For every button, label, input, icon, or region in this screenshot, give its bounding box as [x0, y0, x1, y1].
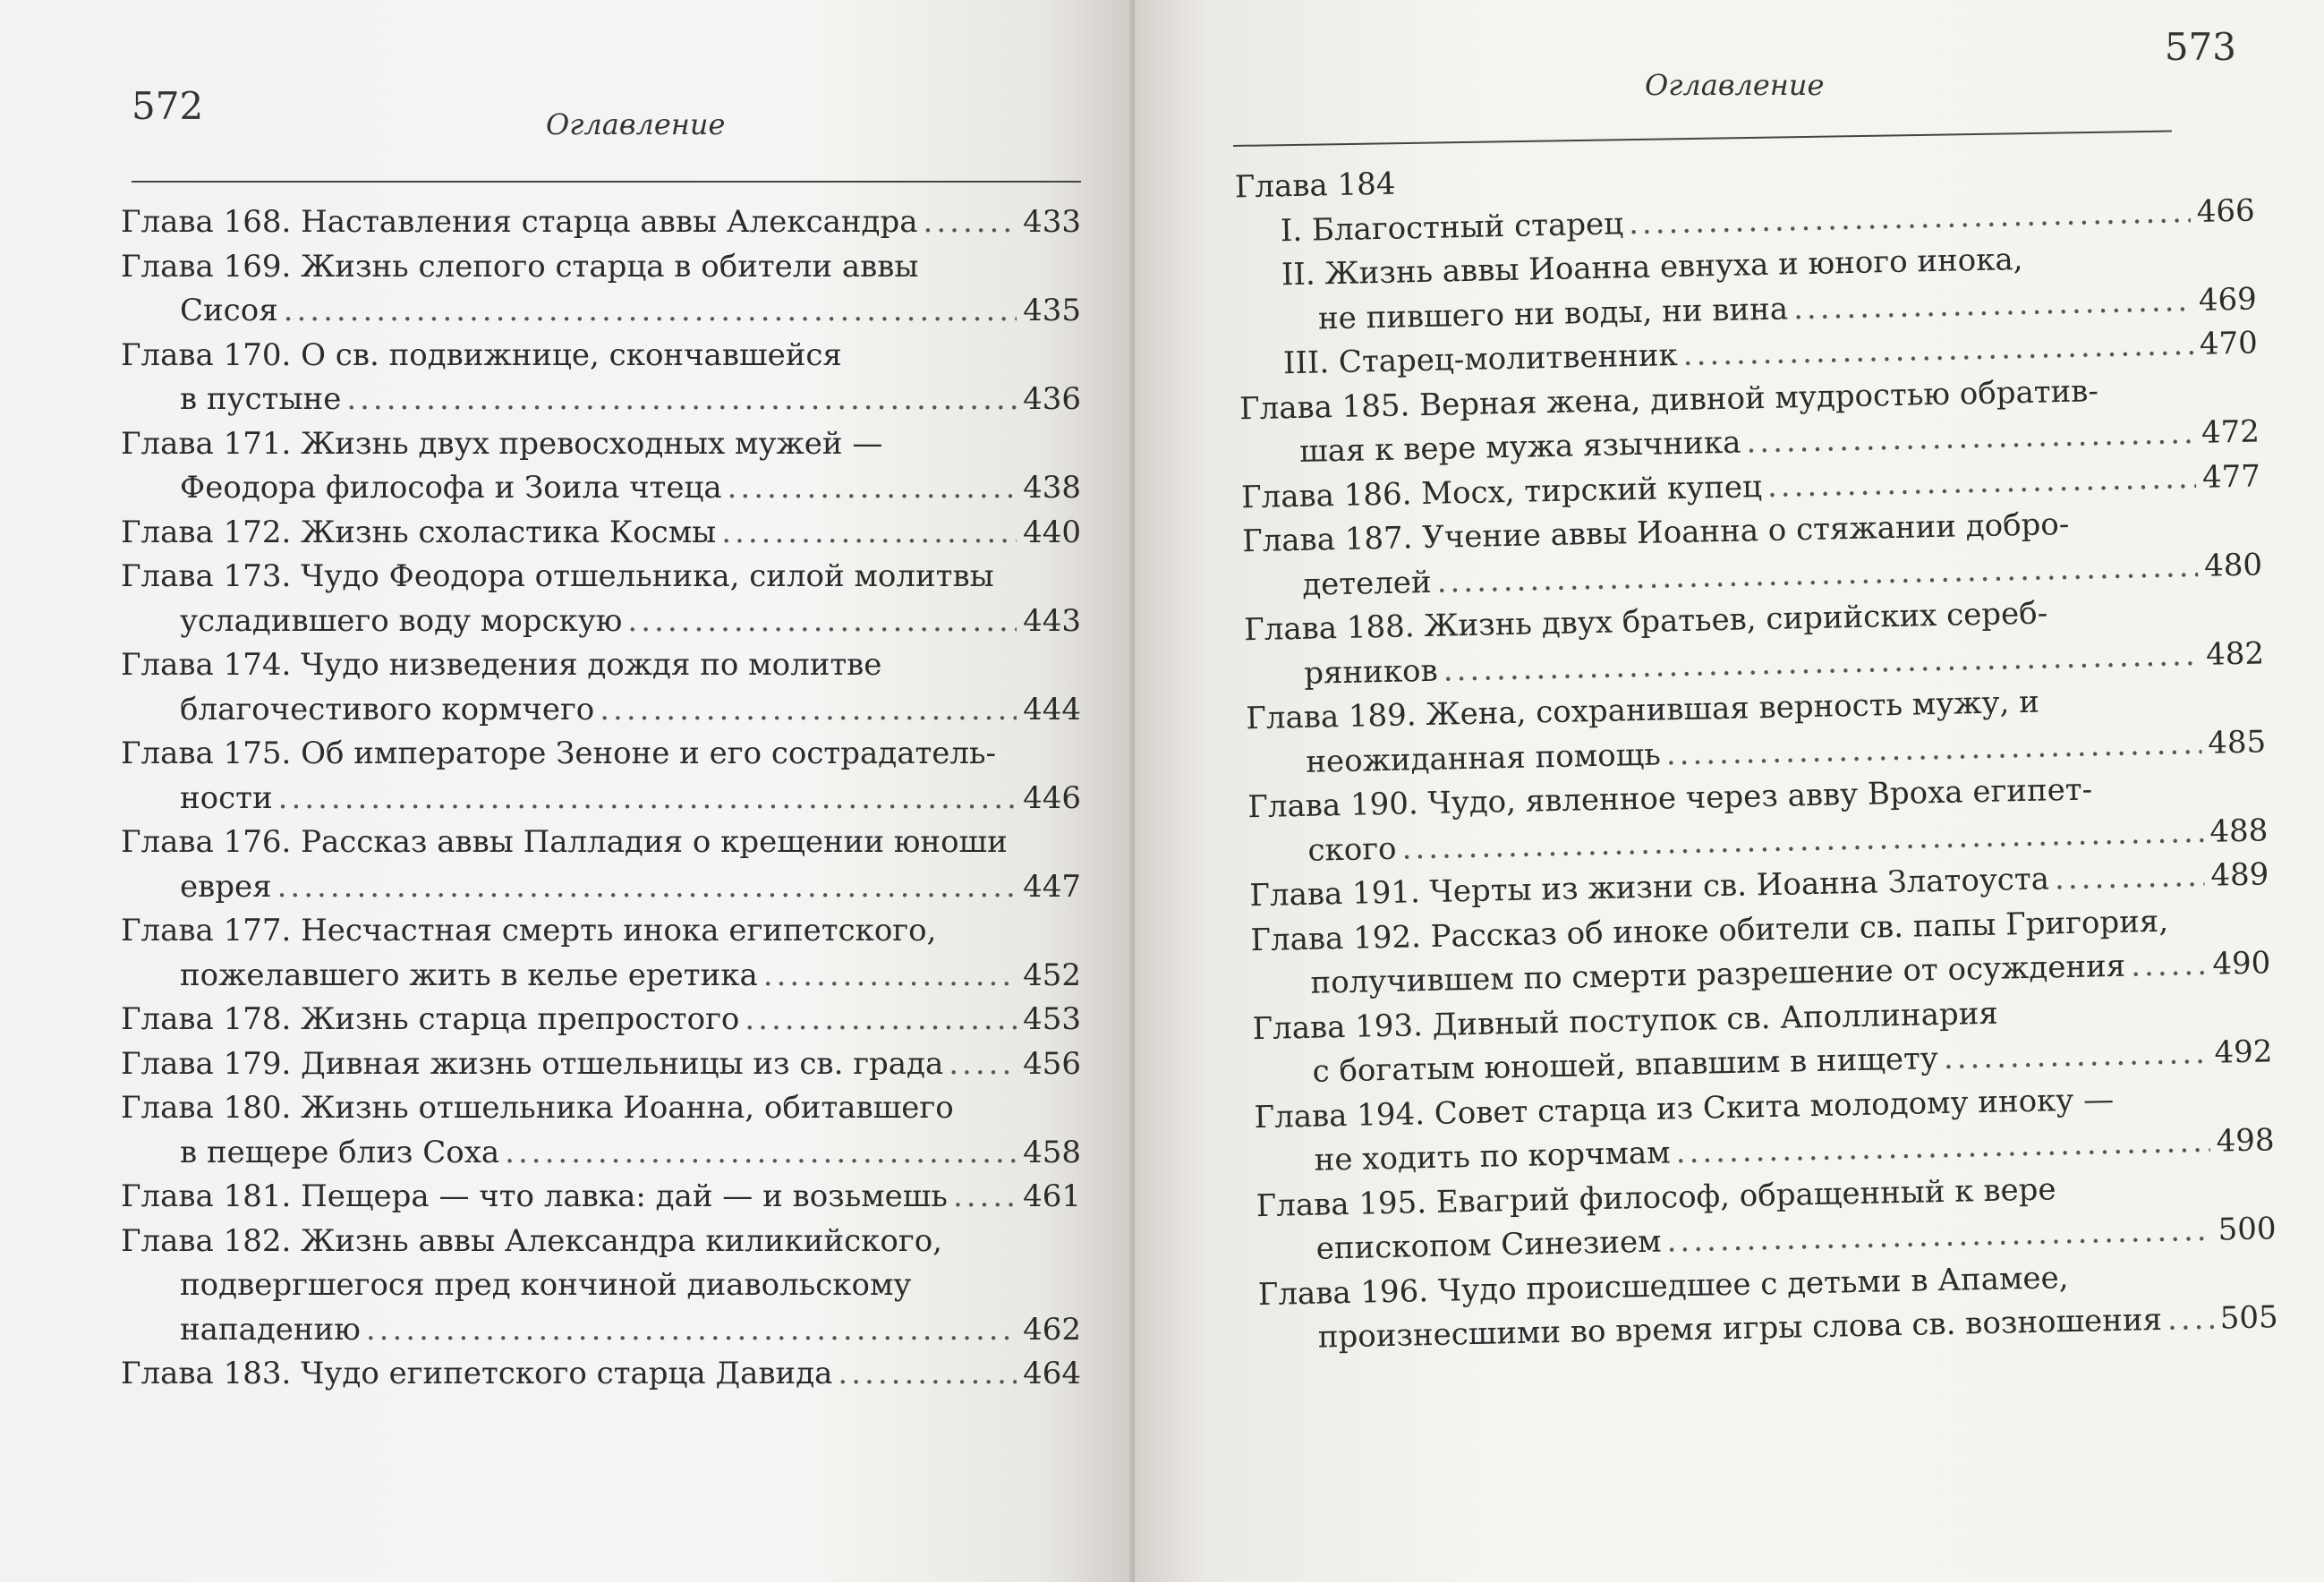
toc-line-text: Глава 174. Чудо низведения дождя по молитве: [121, 647, 882, 683]
toc-line-text: Глава 172. Жизнь схоластика Космы: [121, 514, 717, 550]
toc-page-number: 435: [1023, 293, 1081, 328]
toc-line: [121, 909, 1081, 954]
toc-line-text: детелей: [1301, 564, 1432, 603]
toc-entry: [121, 200, 1081, 245]
leader-dots: [728, 466, 1017, 511]
toc-line: [121, 511, 1081, 556]
right-page: [1135, 0, 2324, 1582]
leader-dots: [1766, 455, 2196, 509]
leader-dots: [346, 378, 1017, 422]
right-page-number: 573: [2164, 25, 2236, 69]
toc-line-text: Глава 182. Жизнь аввы Александра киликийского,: [121, 1222, 942, 1259]
toc-page-number: 440: [1023, 514, 1081, 550]
toc-line: [121, 1352, 1081, 1397]
toc-line-text: Глава 173. Чудо Феодора отшельника, силой молитвы: [121, 558, 994, 594]
toc-line: [121, 466, 1081, 511]
leader-dots: [1943, 1032, 2209, 1082]
toc-page-number: 462: [1023, 1311, 1081, 1348]
toc-line-text: Глава 192. Рассказ об иноке обители св. папы Григория,: [1250, 903, 2169, 958]
chapter-heading: Глава 184: [1234, 166, 1396, 206]
header-rule: [132, 181, 1081, 183]
toc-line-text: Глава 189. Жена, сохранившая верность мужу, и: [1245, 684, 2040, 737]
toc-line-text: получившем по смерти разрешение от осуждения: [1310, 948, 2126, 1001]
toc-line: [121, 422, 1081, 467]
toc-line: [121, 200, 1081, 245]
toc-line-text: Глава 194. Совет старца из Скита молодому иноку —: [1254, 1081, 2115, 1135]
toc-line-text: Глава 187. Учение аввы Иоанна о стяжании добро-: [1241, 506, 2070, 560]
leader-dots: [838, 1352, 1017, 1397]
toc-line-text: Сисоя: [180, 293, 278, 328]
leader-dots: [366, 1308, 1017, 1353]
toc-page-number: 446: [1023, 779, 1081, 816]
toc-page-number: 492: [2214, 1033, 2273, 1071]
toc-page-number: 480: [2203, 546, 2263, 584]
left-running-title: Оглавление: [546, 107, 726, 141]
toc-line: [121, 1086, 1081, 1131]
toc-line-text: Глава 170. О св. подвижнице, скончавшейся: [121, 336, 842, 373]
toc-page-number: 456: [1023, 1045, 1081, 1082]
toc-page-number: 500: [2218, 1211, 2277, 1248]
toc-line-text: произнесшими во время игры слова св. возношения: [1317, 1301, 2163, 1356]
toc-line-text: Феодора философа и Зоила чтеца: [180, 470, 722, 506]
leader-dots: [953, 1175, 1017, 1220]
toc-line-text: Глава 195. Евагрий философ, обращенный к вере: [1256, 1170, 2056, 1224]
toc-line: [121, 1308, 1081, 1353]
toc-line-text: в пустыне: [180, 381, 342, 417]
toc-line: [121, 1263, 1081, 1308]
toc-line: [121, 643, 1081, 688]
toc-entry: [121, 1220, 1081, 1353]
leader-dots: [284, 289, 1017, 334]
toc-entry: [121, 1352, 1081, 1397]
toc-line-text: Глава 180. Жизнь отшельника Иоанна, обитавшего: [121, 1090, 954, 1126]
leader-dots: [949, 1042, 1017, 1087]
toc-page-number: 490: [2212, 945, 2271, 982]
leader-dots: [2131, 943, 2207, 989]
left-page-header: [121, 81, 1081, 161]
toc-line-text: ряников: [1303, 652, 1439, 692]
toc-page-number: 444: [1023, 691, 1081, 727]
toc-entry: [121, 511, 1081, 556]
leader-dots: [278, 777, 1017, 821]
toc-page-number: 438: [1023, 470, 1081, 506]
toc-page-number: 458: [1023, 1134, 1081, 1170]
toc-page-number: 488: [2209, 812, 2269, 850]
toc-entry: [121, 998, 1081, 1042]
toc-line-text: Глава 169. Жизнь слепого старца в обители аввы: [121, 248, 919, 285]
left-page: [0, 0, 1135, 1582]
toc-entry: [121, 821, 1081, 909]
toc-line-text: Глава 185. Верная жена, дивной мудростью обратив-: [1239, 372, 2099, 427]
toc-entry: [121, 245, 1081, 334]
toc-line-text: Глава 196. Чудо происшедшее с детьми в Апамее,: [1257, 1259, 2069, 1313]
toc-line-text: еврея: [180, 868, 272, 905]
toc-line: [121, 378, 1081, 422]
toc-page-number: 485: [2207, 723, 2267, 761]
leader-dots: [2054, 855, 2204, 902]
toc-line: [121, 245, 1081, 290]
toc-line-text: шая к вере мужа язычника: [1298, 424, 1741, 470]
toc-line-text: неожиданная помощь: [1305, 736, 1662, 780]
toc-line-text: Глава 171. Жизнь двух превосходных мужей —: [121, 425, 883, 462]
leader-dots: [627, 600, 1017, 644]
toc-line: [121, 334, 1081, 378]
leader-dots: [505, 1131, 1017, 1176]
toc-line-text: благочестивого кормчего: [180, 691, 595, 727]
toc-line-text: в пещере близ Соха: [180, 1134, 500, 1170]
toc-line-text: ности: [180, 779, 273, 816]
toc-line-text: Глава 179. Дивная жизнь отшельницы из св. града: [121, 1045, 944, 1082]
toc-page-number: 452: [1023, 957, 1081, 993]
toc-line: [121, 1175, 1081, 1220]
toc-line: [121, 865, 1081, 910]
toc-page-number: 498: [2216, 1122, 2275, 1160]
toc-page-number: 472: [2201, 413, 2260, 451]
right-running-title: Оглавление: [1645, 68, 1825, 102]
toc-line-text: III. Старец-молитвенник: [1282, 337, 1679, 382]
leader-dots: [277, 865, 1017, 910]
toc-line-text: Глава 177. Несчастная смерть инока египетского,: [121, 913, 937, 948]
leader-dots: [763, 954, 1017, 999]
left-toc-list: [121, 161, 1081, 1397]
left-page-number: 572: [132, 84, 204, 128]
toc-line-text: Глава 190. Чудо, явленное через авву Вроха египет-: [1247, 771, 2093, 826]
toc-page-number: 489: [2209, 856, 2269, 894]
toc-line: [121, 821, 1081, 865]
toc-page-number: 470: [2199, 325, 2259, 362]
toc-line-text: ского: [1307, 830, 1397, 869]
toc-page-number: 447: [1023, 868, 1081, 905]
toc-line-text: подвергшегося пред кончиной диавольскому: [180, 1267, 912, 1303]
toc-line: [121, 1220, 1081, 1264]
toc-line-text: Глава 178. Жизнь старца препростого: [121, 1001, 740, 1037]
toc-line-text: Глава 176. Рассказ аввы Палладия о крещении юноши: [121, 824, 1008, 860]
toc-line-text: епископом Синезием: [1315, 1223, 1662, 1267]
toc-line-text: Глава 193. Дивный поступок св. Аполлинария: [1252, 995, 1999, 1047]
toc-line: [121, 688, 1081, 733]
leader-dots: [924, 200, 1017, 245]
toc-line-text: нападению: [180, 1311, 361, 1348]
toc-line: [121, 555, 1081, 600]
toc-entry: [121, 732, 1081, 821]
toc-entry: [121, 555, 1081, 643]
toc-line-text: пожелавшего жить в келье еретика: [180, 957, 758, 993]
toc-line: [121, 1131, 1081, 1176]
toc-line-text: Глава 191. Черты из жизни св. Иоанна Златоуста: [1249, 861, 2050, 914]
right-toc-list: [1206, 84, 2278, 1363]
leader-dots: [2167, 1297, 2214, 1343]
toc-line-text: усладившего воду морскую: [180, 602, 623, 639]
toc-line: [121, 289, 1081, 334]
toc-page-number: 443: [1023, 602, 1081, 639]
leader-dots: [600, 688, 1017, 733]
toc-entry: [121, 422, 1081, 511]
toc-page-number: 477: [2201, 457, 2261, 496]
toc-page-number: 466: [2196, 191, 2256, 230]
toc-page-number: 464: [1023, 1356, 1081, 1391]
toc-line-text: Глава 183. Чудо египетского старца Давида: [121, 1356, 833, 1391]
toc-line-text: Глава 186. Мосх, тирский купец: [1240, 468, 1763, 515]
toc-entry: [121, 643, 1081, 732]
toc-page-number: 482: [2205, 634, 2265, 673]
toc-page-number: 505: [2219, 1299, 2279, 1337]
toc-line: [121, 777, 1081, 821]
toc-page-number: 469: [2198, 280, 2258, 319]
toc-line: [121, 732, 1081, 777]
toc-line-text: с богатым юношей, впавшим в нищету: [1312, 1041, 1939, 1090]
toc-page-number: 436: [1023, 381, 1081, 417]
toc-line-text: Глава 175. Об императоре Зеноне и его сострадатель-: [121, 736, 996, 771]
toc-entry: [121, 1175, 1081, 1220]
toc-line-text: не пившего ни воды, ни вина: [1317, 290, 1789, 336]
leader-dots: [745, 998, 1017, 1042]
leader-dots: [721, 511, 1017, 556]
toc-page-number: 453: [1023, 1001, 1081, 1037]
toc-line-text: Глава 188. Жизнь двух братьев, сирийских сереб-: [1243, 595, 2048, 649]
toc-line: [121, 998, 1081, 1042]
toc-line: [121, 1042, 1081, 1087]
toc-entry: [121, 1042, 1081, 1087]
toc-line-text: не ходить по корчмам: [1314, 1135, 1672, 1178]
toc-page-number: 433: [1023, 204, 1081, 240]
toc-entry: [121, 334, 1081, 422]
toc-line-text: Глава 168. Наставления старца аввы Александра: [121, 204, 918, 240]
toc-page-number: 461: [1023, 1178, 1081, 1214]
toc-line-text: I. Благостный старец: [1280, 205, 1624, 249]
toc-entry: [121, 1086, 1081, 1175]
toc-line-text: Глава 181. Пещера — что лавка: дай — и возьмешь: [121, 1178, 948, 1214]
toc-line: [121, 954, 1081, 999]
toc-entry: [121, 909, 1081, 998]
toc-line-text: II. Жизнь аввы Иоанна евнуха и юного инока,: [1281, 241, 2023, 293]
toc-line: [121, 600, 1081, 644]
